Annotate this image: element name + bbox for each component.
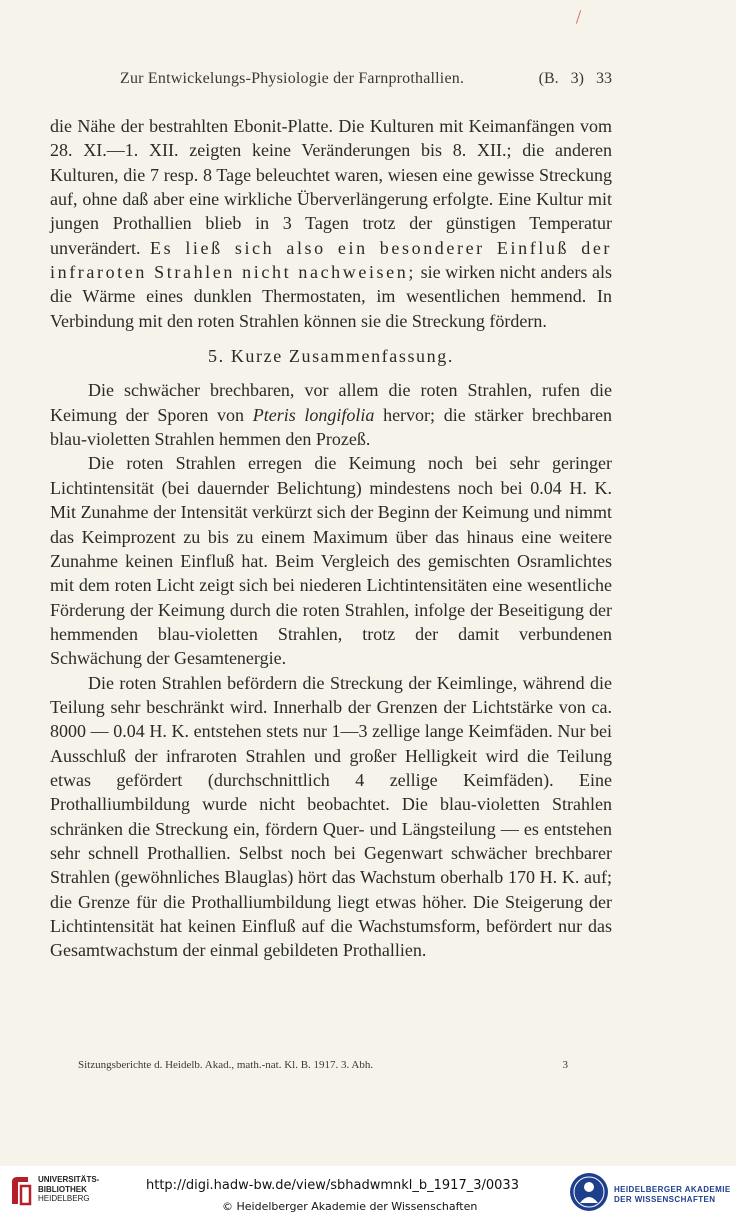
species-name: Pteris longifolia (252, 404, 375, 425)
footer-citation: Sitzungsberichte d. Heidelb. Akad., math.-nat. Kl. B. 1917. 3. Abh. (78, 1059, 374, 1071)
body-text (50, 114, 612, 963)
section-page-reference: (B. 3) 33 (538, 70, 612, 87)
summary-paragraph-1 (50, 378, 612, 451)
summary-paragraph-1-start: Die schwächer brechbaren, vor allem die roten Strahlen, rufen die Keimung der Sporen von (50, 380, 612, 425)
academy-name-line-1: HEIDELBERGER AKADEMIE (614, 1185, 731, 1194)
section-heading: 5. Kurze Zusammenfassung. (208, 346, 454, 367)
paragraph-continuation-end: sie wirken nicht anders als die Wärme eines dunklen Thermostaten, im wesentlichen hemmend. In Verbindung mit den roten Strahlen können sie die Streckung fördern. (50, 262, 612, 331)
copyright-notice: © Heidelberger Akademie der Wissenschaften (222, 1200, 478, 1213)
summary-paragraph-1-end: hervor; die stärker brechbaren blau-violetten Strahlen hemmen den Prozeß. (50, 404, 612, 450)
summary-paragraph-2: Die roten Strahlen erregen die Keimung noch bei sehr geringer Lichtintensität (bei dauernder Belichtung) mindestens noch bei 0.04 H. K. Mit Zunahme der Intensität verkürzt sich der Beginn der Keimung und nimmt das Keimprozent zu bis zu einem Maximum über das hinaus eine weitere Zunahme keinen Einfluß hat. Beim Vergleich des gemischten Osramlichtes mit dem roten Licht zeigt sich bei niederen Lichtintensitäten eine wesentliche Förderung der Keimung durch die roten Strahlen, infolge der Beseitigung der hemmenden blau-violetten Strahlen, trotz der damit verbundenen Schwächung der Gesamtenergie. (50, 453, 612, 669)
paragraph-continuation (50, 114, 612, 333)
university-library-logo[interactable] (8, 1174, 118, 1210)
academy-seal-icon (568, 1171, 610, 1213)
library-name-line-2: BIBLIOTHEK (38, 1184, 87, 1194)
summary-paragraph-3: Die roten Strahlen befördern die Streckung der Keimlinge, während die Teilung sehr beschränkt wird. Innerhalb der Grenzen der Lichtstärke von ca. 8000 — 0.04 H. K. entstehen stets nur 1—3 zellige lange Keimfäden. Nur bei Ausschluß der infraroten Strahlen und großer Helligkeit wird die Teilung etwas gefördert (durchschnittlich 4 zellige Keimfäden). Eine Prothalliumbildung wurde nicht beobachtet. Die blau-violetten Strahlen schränken die Streckung ein, fördern Quer- und Längsteilung — es entstehen sehr schnell Prothallien. Selbst noch bei Gegenwart schwächer brechbarer Strahlen (gewöhnliches Blauglas) hört das Wachstum oberhalb 170 H. K. auf; die Grenze für die Prothalliumbildung liegt etwas höher. Die Steigerung der Lichtintensität hat keinen Einfluß auf die Wachstumsform, befördert nur das Gesamtwachstum der einmal gebildeten Prothallien. (50, 672, 612, 961)
emphasized-conclusion: Es ließ sich also ein besonderer Einfluß der infraroten Strahlen nicht nachweisen; (50, 237, 612, 283)
library-emblem-icon (8, 1174, 34, 1208)
stray-pen-mark (576, 10, 581, 24)
permalink-url[interactable]: http://digi.hadw-bw.de/view/sbhadwmnkl_b_1917_3/0033 (146, 1178, 519, 1193)
page-footer (78, 1059, 568, 1071)
signature-mark: 3 (562, 1059, 568, 1071)
page-header (50, 70, 612, 92)
library-name-line-1: UNIVERSITÄTS- (38, 1175, 100, 1184)
library-name-line-3: HEIDELBERG (38, 1194, 90, 1203)
digitization-banner (0, 1166, 736, 1218)
academy-name-line-2: DER WISSENSCHAFTEN (614, 1195, 716, 1204)
paragraph-continuation-text: die Nähe der bestrahlten Ebonit-Platte. Die Kulturen mit Keimanfängen vom 28. XI.—1. XII. zeigten keine Veränderungen bis 8. XII.; die anderen Kulturen, die 7 resp. 8 Tage beleuchtet waren, wiesen eine gewisse Streckung auf, ohne daß aber eine wirkliche Überverlängerung erfolgte. Eine Kultur mit jungen Prothallien blieb in 3 Tagen trotz der günstigen Temperatur unverändert. (50, 116, 612, 258)
academy-logo[interactable] (568, 1171, 734, 1213)
running-title: Zur Entwickelungs-Physiologie der Farnprothallien. (120, 70, 465, 87)
